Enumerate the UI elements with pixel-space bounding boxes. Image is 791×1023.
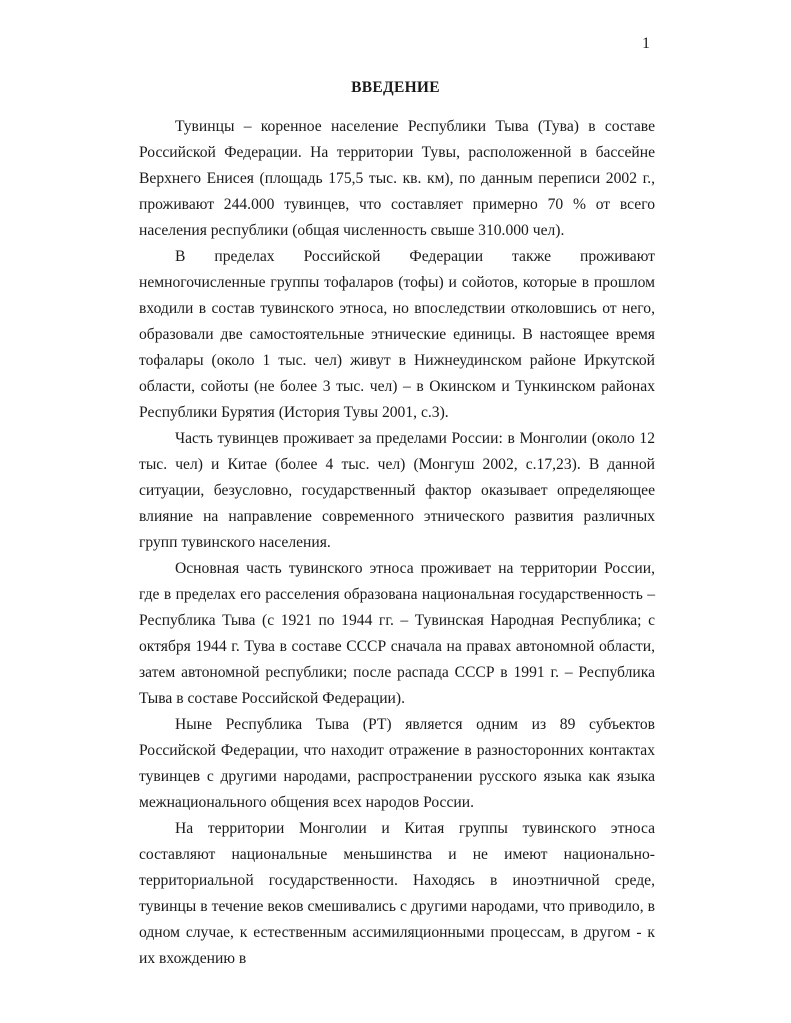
paragraph-3: Часть тувинцев проживает за пределами России: в Монголии (около 12 тыс. чел) и Китае (более 4 тыс. чел) (Монгуш 2002, с.17,23). В данной ситуации, безусловно, государственный фактор оказывает определяющее влияние на направление современного этнического развития различных групп тувинского населения.: [139, 430, 655, 551]
paragraph-1: Тувинцы – коренное население Республики Тыва (Тува) в составе Российской Федерации. На территории Тувы, расположенной в бассейне Верхнего Енисея (площадь 175,5 тыс. кв. км), по данным переписи 2002 г., проживают 244.000 тувинцев, что составляет примерно 70 % от всего населения республики (общая численность свыше 310.000 чел).: [139, 118, 655, 239]
paragraph-2: В пределах Российской Федерации также проживают немногочисленные группы тофаларов (тофы) и сойотов, которые в прошлом входили в состав тувинского этноса, но впоследствии отколовшись от него, образовали две самостоятельные этнические единицы. В настоящее время тофалары (около 1 тыс. чел) живут в Нижнеудинском районе Иркутской области, сойоты (не более 3 тыс. чел) – в Окинском и Тункинском районах Республики Бурятия (История Тувы 2001, с.3).: [139, 248, 655, 421]
paragraph-6: На территории Монголии и Китая группы тувинского этноса составляют национальные меньшинства и не имеют национально-территориальной государственности. Находясь в иноэтничной среде, тувинцы в течение веков смешивались с другими народами, что приводило, в одном случае, к естественным ассимиляционными процессам, в другом - к их вхождению в: [139, 820, 655, 967]
document-body: [139, 114, 655, 972]
page-number: 1: [642, 35, 650, 52]
paragraph-5: Ныне Республика Тыва (РТ) является одним из 89 субъектов Российской Федерации, что находит отражение в разносторонних контактах тувинцев с другими народами, распространении русского языка как языка межнационального общения всех народов России.: [139, 716, 655, 811]
paragraph-4: Основная часть тувинского этноса проживает на территории России, где в пределах его расселения образована национальная государственность – Республика Тыва (с 1921 по 1944 гг. – Тувинская Народная Республика; с октября 1944 г. Тува в составе СССР сначала на правах автономной области, затем автономной республики; после распада СССР в 1991 г. – Республика Тыва в составе Российской Федерации).: [139, 560, 655, 707]
page-title: ВВЕДЕНИЕ: [351, 79, 440, 96]
